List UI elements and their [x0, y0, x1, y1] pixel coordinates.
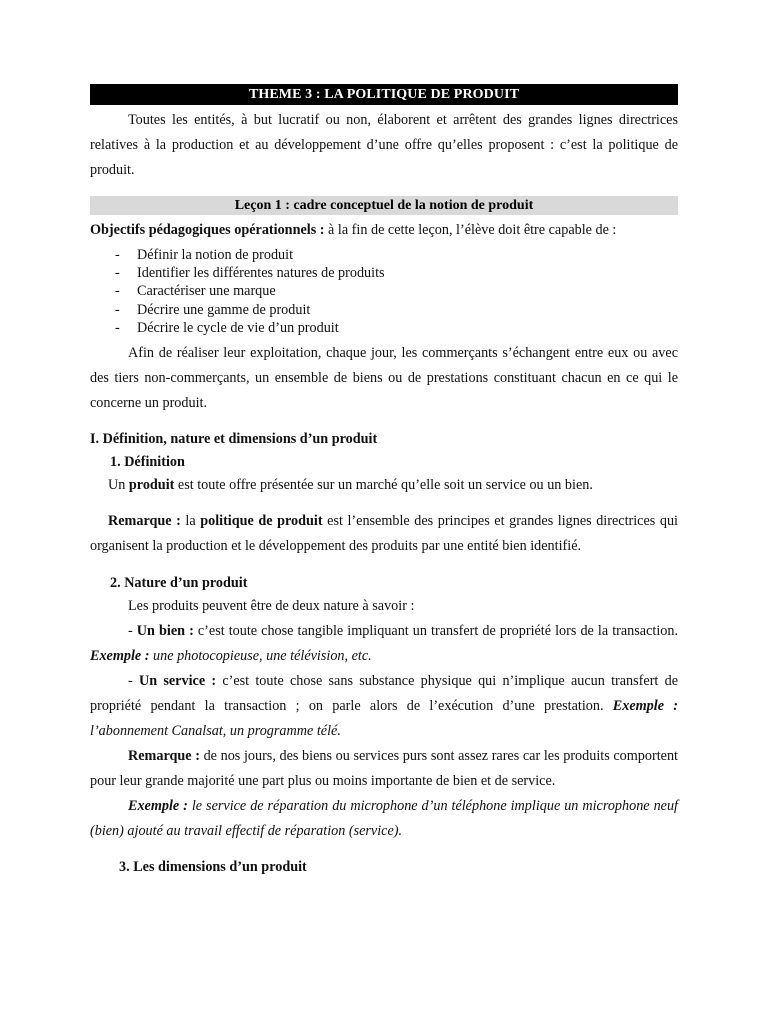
remark-label: Remarque :: [108, 513, 181, 530]
remark-term: politique de produit: [200, 513, 323, 530]
remark-paragraph-1: [90, 509, 678, 559]
lesson-title: Leçon 1 : cadre conceptuel de la notion de produit: [90, 196, 678, 215]
list-item: [90, 246, 678, 264]
example-text: le service de réparation du microphone d’un téléphone implique un microphone neuf (bien) ajouté au travail effectif de réparation (service).: [90, 798, 678, 840]
objectives-list: [90, 246, 678, 337]
bien-example-text: une photocopieuse, une télévision, etc.: [149, 648, 372, 665]
section-heading-1: I. Définition, nature et dimensions d’un produit: [90, 431, 378, 448]
subsection-heading-dimensions: 3. Les dimensions d’un produit: [119, 859, 307, 876]
example-paragraph: [90, 794, 678, 844]
nature-intro: Les produits peuvent être de deux nature à savoir :: [128, 598, 415, 615]
list-item: [90, 301, 678, 319]
list-dash: -: [115, 301, 120, 318]
subsection-heading-definition: 1. Définition: [110, 454, 185, 471]
service-example-label: Exemple :: [612, 698, 679, 715]
list-dash: -: [115, 319, 120, 336]
service-dash: -: [128, 673, 139, 690]
list-item-text: Décrire le cycle de vie d’un produit: [137, 319, 339, 336]
service-text: c’est toute chose sans substance physique qui n’implique aucun transfert de propriété pendant la transaction ; on parle alors de l’exécution d’une prestation.: [90, 673, 678, 715]
list-item: [90, 319, 678, 337]
remark2-label: Remarque :: [128, 748, 200, 765]
list-dash: -: [115, 283, 120, 300]
list-item: [90, 282, 678, 300]
list-dash: -: [115, 247, 120, 263]
list-item-text: Définir la notion de produit: [137, 247, 294, 263]
bien-example-label: Exemple :: [90, 648, 150, 665]
list-item: [90, 264, 678, 282]
list-item-text: Décrire une gamme de produit: [137, 301, 311, 318]
list-item-text: Caractériser une marque: [137, 283, 276, 300]
bien-dash: -: [128, 623, 137, 640]
theme-title: THEME 3 : LA POLITIQUE DE PRODUIT: [90, 84, 678, 105]
bien-paragraph: [90, 619, 678, 669]
intro-paragraph: Toutes les entités, à but lucratif ou non, élaborent et arrêtent des grandes lignes directrices relatives à la production et au développement d’une offre qu’elles proposent : c’est la politique de produit.: [90, 112, 678, 178]
definition-text: est toute offre présentée sur un marché qu’elle soit un service ou un bien.: [174, 477, 593, 494]
service-label: Un service :: [138, 673, 217, 690]
service-example-text: l’abonnement Canalsat, un programme télé.: [90, 723, 341, 740]
definition-term: produit: [128, 477, 175, 494]
objectives-heading: [90, 218, 678, 243]
exploitation-paragraph: Afin de réaliser leur exploitation, chaque jour, les commerçants s’échangent entre eux ou avec des tiers non-commerçants, un ensemble de biens ou de prestations constituant chacun en ce qui le concerne un produit.: [90, 345, 678, 412]
example-label: Exemple :: [128, 798, 188, 815]
bien-text: c’est toute chose tangible impliquant un transfert de propriété lors de la transaction.: [193, 623, 678, 640]
document-content: [90, 84, 678, 877]
objectives-label: Objectifs pédagogiques opérationnels :: [90, 222, 325, 238]
list-dash: -: [115, 265, 120, 282]
objectives-text: à la fin de cette leçon, l’élève doit être capable de :: [324, 222, 617, 238]
service-paragraph: [90, 669, 678, 744]
remark-text: est l’ensemble des principes et grandes lignes directrices qui organisent la production et le développement des produits par une entité bien identifié.: [90, 513, 678, 555]
list-item-text: Identifier les différentes natures de produits: [137, 265, 385, 282]
subsection-heading-nature: 2. Nature d’un produit: [110, 575, 248, 592]
remark-paragraph-2: [90, 744, 678, 794]
remark2-text: de nos jours, des biens ou services purs sont assez rares car les produits comportent pour leur grande majorité une part plus ou moins importante de bien et de service.: [90, 748, 678, 790]
remark-pre: la: [180, 513, 201, 530]
bien-label: Un bien :: [136, 623, 194, 640]
definition-pre: Un: [108, 477, 129, 494]
definition-paragraph: [90, 473, 678, 498]
